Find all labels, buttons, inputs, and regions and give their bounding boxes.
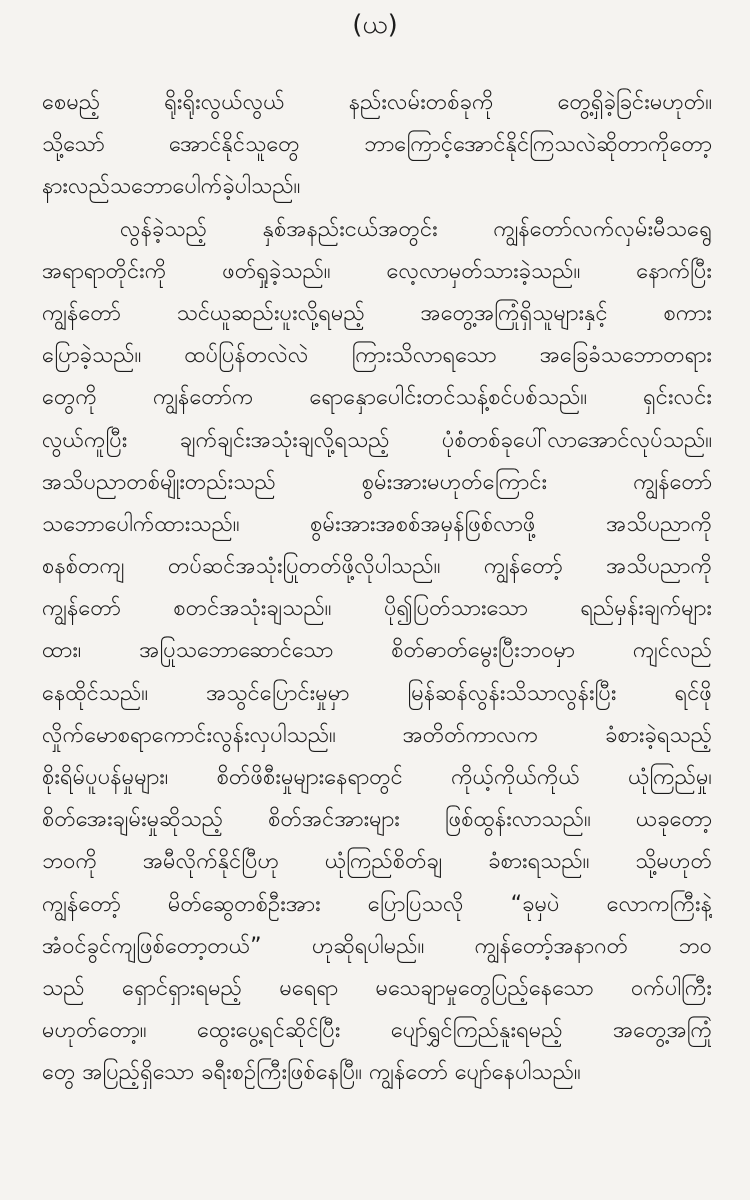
text-line: ကျွန်တော် သင်ယူဆည်းပူးလို့ရမည့် အတွေ့အကြုံရှိသူများနှင့် စကား bbox=[42, 300, 712, 326]
text-line: ကျွန်တော် စတင်အသုံးချသည်။ ပို၍ပြတ်သားသော ရည်မှန်းချက်များ bbox=[42, 596, 712, 622]
text-line: ထား၊ အပြုသဘောဆောင်သော စိတ်ဓာတ်မွေးပြီးဘဝမှာ ကျင်လည် bbox=[42, 638, 712, 664]
text-line: အရာရာတိုင်းကို ဖတ်ရှုခဲ့သည်။ လေ့လာမှတ်သားခဲ့သည်။ နောက်ပြီး bbox=[42, 258, 712, 284]
text-line: အံဝင်ခွင်ကျဖြစ်တော့တယ်” ဟုဆိုရပါမည်။ ကျွန်တော့်အနာဂတ် ဘဝ bbox=[42, 933, 712, 959]
text-line: လှိုက်မောစရာကောင်းလွန်းလှပါသည်။ အတိတ်ကာလက ခံစားခဲ့ရသည့် bbox=[42, 722, 712, 748]
text-line: စေမည့် ရိုးရိုးလွယ်လွယ် နည်းလမ်းတစ်ခုကို တွေ့ရှိခဲ့ခြင်းမဟုတ်။ bbox=[42, 90, 712, 115]
body-text bbox=[42, 82, 712, 1095]
text-line: နေထိုင်သည်။ အသွင်ပြောင်းမှုမှာ မြန်ဆန်လွန်းသိသာလွန်းပြီး ရင်ဖို bbox=[42, 680, 712, 706]
text-line: ကျွန်တော့် မိတ်ဆွေတစ်ဦးအား ပြောပြသလို “ခုမှပဲ လောကကြီးနဲ့ bbox=[42, 891, 712, 917]
text-line: သို့သော် အောင်နိုင်သူတွေ ဘာကြောင့်အောင်နိုင်ကြသလဲဆိုတာကိုတော့ bbox=[42, 132, 712, 158]
text-line: နားလည်သဘောပေါက်ခဲ့ပါသည်။ bbox=[42, 174, 301, 200]
text-line: တွေ အပြည့်ရှိသော ခရီးစဉ်ကြီးဖြစ်နေပြီ။ ကျွန်တော် ပျော်နေပါသည်။ bbox=[42, 1060, 581, 1086]
text-line: စနစ်တကျ တပ်ဆင်အသုံးပြုတတ်ဖို့လိုပါသည်။ ကျွန်တော့် အသိပညာကို bbox=[42, 554, 712, 580]
text-line: လွယ်ကူပြီး ချက်ချင်းအသုံးချလို့ရသည့် ပုံစံတစ်ခုပေါ်လာအောင်လုပ်သည်။ bbox=[42, 427, 712, 453]
text-line: စိုးရိမ်ပူပန်မှုများ၊ စိတ်ဖိစီးမှုများနေရာတွင် ကိုယ့်ကိုယ်ကိုယ် ယုံကြည်မှု၊ bbox=[42, 765, 712, 790]
text-line: သည် ရှောင်ရှားရမည့် မရေရာ မသေချာမှုတွေပြည့်နေသော ဝက်ပါကြီး bbox=[42, 975, 712, 1001]
paragraph-first-line: လွန်ခဲ့သည့် နှစ်အနည်းငယ်အတွင်း ကျွန်တော်လက်လှမ်းမီသရွေ့ bbox=[120, 216, 712, 242]
text-line: စိတ်အေးချမ်းမှုဆိုသည့် စိတ်အင်အားများ ဖြစ်ထွန်းလာသည်။ ယခုတော့ bbox=[42, 807, 712, 833]
text-line: ပြောခဲ့သည်။ ထပ်ပြန်တလဲလဲ ကြားသိလာရသော အခြေခံသဘောတရား bbox=[42, 343, 712, 369]
text-line: မဟုတ်တော့။ ထွေးပွေ့ရင်ဆိုင်ပြီး ပျော်ရွှင်ကြည်နူးရမည့် အတွေ့အကြုံ bbox=[42, 1018, 712, 1044]
page-number: (ယ) bbox=[352, 10, 398, 40]
text-line: အသိပညာတစ်မျိုးတည်းသည် စွမ်းအားမဟုတ်ကြောင်း ကျွန်တော် bbox=[42, 469, 712, 495]
text-line: တွေကို ကျွန်တော်က ရောနှောပေါင်းတင်သန့်စင်ပစ်သည်။ ရှင်းလင်း bbox=[42, 385, 712, 411]
text-line: သဘောပေါက်ထားသည်။ စွမ်းအားအစစ်အမှန်ဖြစ်လာဖို့ အသိပညာကို bbox=[42, 511, 712, 537]
text-line: ဘဝကို အမီလိုက်နိုင်ပြီဟု ယုံကြည်စိတ်ချ ခံစားရသည်။ သို့မဟုတ် bbox=[42, 849, 712, 875]
